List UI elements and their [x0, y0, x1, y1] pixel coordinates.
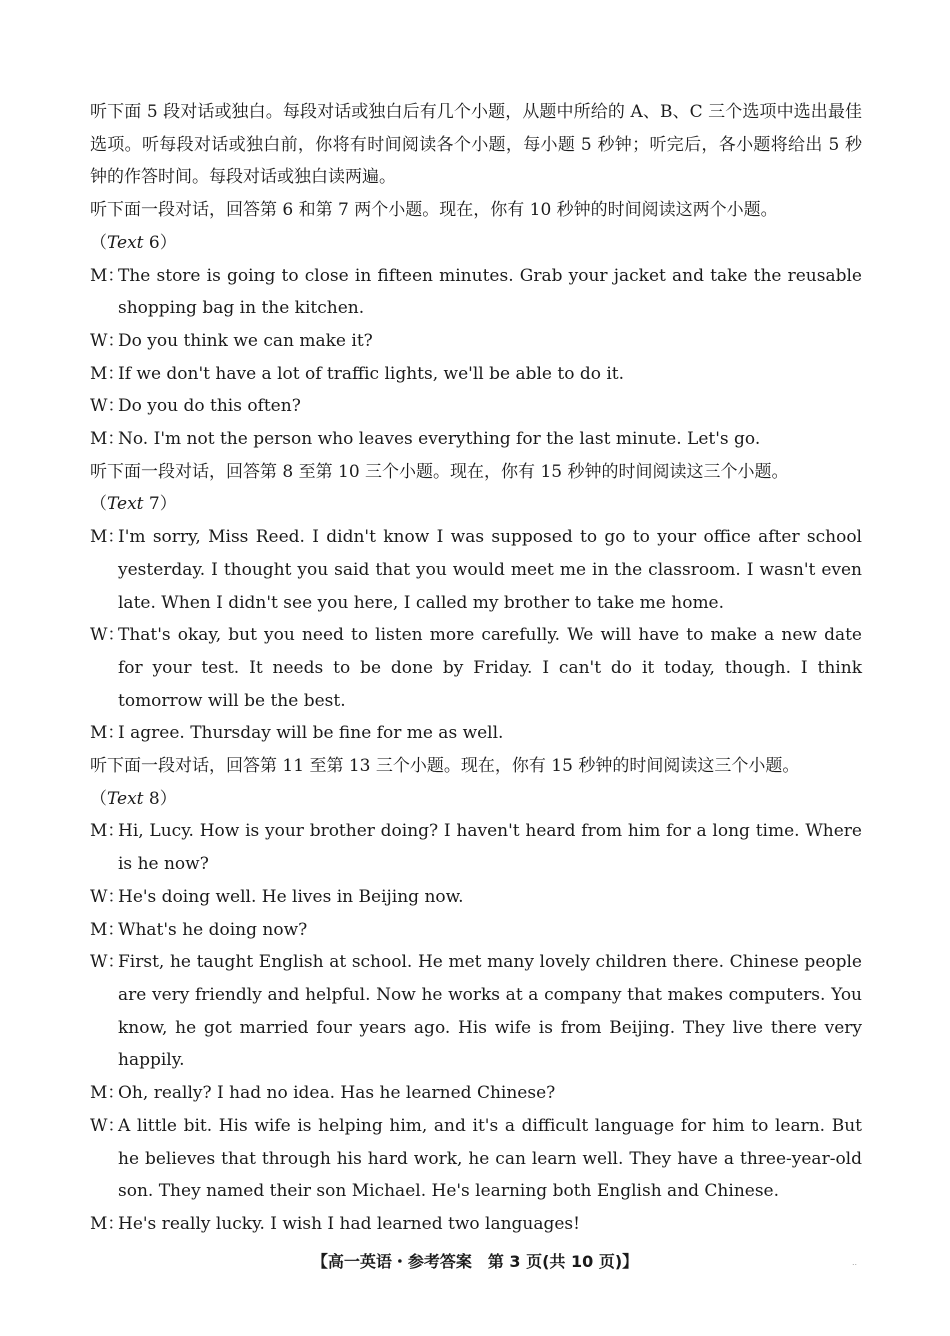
- section-instruction: 听下面一段对话，回答第 8 至第 10 三个小题。现在，你有 15 秒钟的时间阅读这三个小题。: [90, 461, 789, 482]
- speaker-label: W：: [90, 952, 125, 973]
- dialogue-line: M：What's he doing now?: [90, 914, 862, 947]
- text-label: （Text 8）: [90, 788, 177, 809]
- speaker-label: W：: [90, 886, 125, 907]
- dialogue-line: M：The store is going to close in fifteen minutes. Grab your jacket and take the reusable shopping bag in the kitchen.: [90, 260, 862, 325]
- speaker-label: M：: [90, 821, 125, 842]
- dialogue-line: W：He's doing well. He lives in Beijing now.: [90, 881, 862, 914]
- speaker-label: W：: [90, 1115, 125, 1136]
- speaker-label: W：: [90, 625, 125, 646]
- section-instruction: 听下面一段对话，回答第 6 和第 7 两个小题。现在，你有 10 秒钟的时间阅读这两个小题。: [90, 200, 778, 221]
- dialogue-line: M：No. I'm not the person who leaves everything for the last minute. Let's go.: [90, 423, 862, 456]
- dialogue-line: W：Do you do this often?: [90, 390, 862, 423]
- dialogue-line: M：I'm sorry, Miss Reed. I didn't know I was supposed to go to your office after school yesterday. I thought you said that you would meet me in the classroom. I wasn't even late. When I didn't see you here, I called my brother to take me home.: [90, 521, 862, 619]
- page-footer: 【高一英语・参考答案 第 3 页(共 10 页)】: [311, 1252, 639, 1271]
- text-label: （Text 6）: [90, 232, 177, 253]
- speaker-label: M：: [90, 527, 125, 548]
- dialogue-line: W：A little bit. His wife is helping him, and it's a difficult language for him to learn. But he believes that through his hard work, he can learn well. They have a three-year-old son. They named their son Michael. He's learning both English and Chinese.: [90, 1110, 862, 1208]
- speaker-label: M：: [90, 265, 125, 286]
- dialogue-line: M：I agree. Thursday will be fine for me as well.: [90, 717, 862, 750]
- speaker-label: W：: [90, 330, 125, 351]
- speaker-label: M：: [90, 363, 125, 384]
- speaker-label: M：: [90, 1083, 125, 1104]
- speaker-label: M：: [90, 1213, 125, 1234]
- speaker-label: M：: [90, 919, 125, 940]
- dialogue-line: M：He's really lucky. I wish I had learned two languages!: [90, 1208, 862, 1241]
- document-body: [90, 96, 862, 1241]
- dialogue-line: M：Oh, really? I had no idea. Has he learned Chinese?: [90, 1077, 862, 1110]
- corner-mark: ..: [852, 1258, 858, 1267]
- intro-paragraph: 听下面 5 段对话或独白。每段对话或独白后有几个小题，从题中所给的 A、B、C 三个选项中选出最佳选项。听每段对话或独白前，你将有时间阅读各个小题，每小题 5 秒钟；听完后，各小题将给出 5 秒钟的作答时间。每段对话或独白读两遍。: [90, 102, 862, 188]
- speaker-label: W：: [90, 396, 125, 417]
- dialogue-line: W：Do you think we can make it?: [90, 325, 862, 358]
- dialogue-line: W：That's okay, but you need to listen more carefully. We will have to make a new date for your test. It needs to be done by Friday. I can't do it today, though. I think tomorrow will be the best.: [90, 619, 862, 717]
- dialogue-line: M：If we don't have a lot of traffic lights, we'll be able to do it.: [90, 358, 862, 391]
- dialogue-line: M：Hi, Lucy. How is your brother doing? I haven't heard from him for a long time. Where is he now?: [90, 815, 862, 880]
- dialogue-line: W：First, he taught English at school. He met many lovely children there. Chinese people are very friendly and helpful. Now he works at a company that makes computers. You know, he got married four years ago. His wife is from Beijing. They live there very happily.: [90, 946, 862, 1077]
- speaker-label: M：: [90, 723, 125, 744]
- speaker-label: M：: [90, 429, 125, 450]
- section-instruction: 听下面一段对话，回答第 11 至第 13 三个小题。现在，你有 15 秒钟的时间阅读这三个小题。: [90, 756, 800, 777]
- text-label: （Text 7）: [90, 494, 177, 515]
